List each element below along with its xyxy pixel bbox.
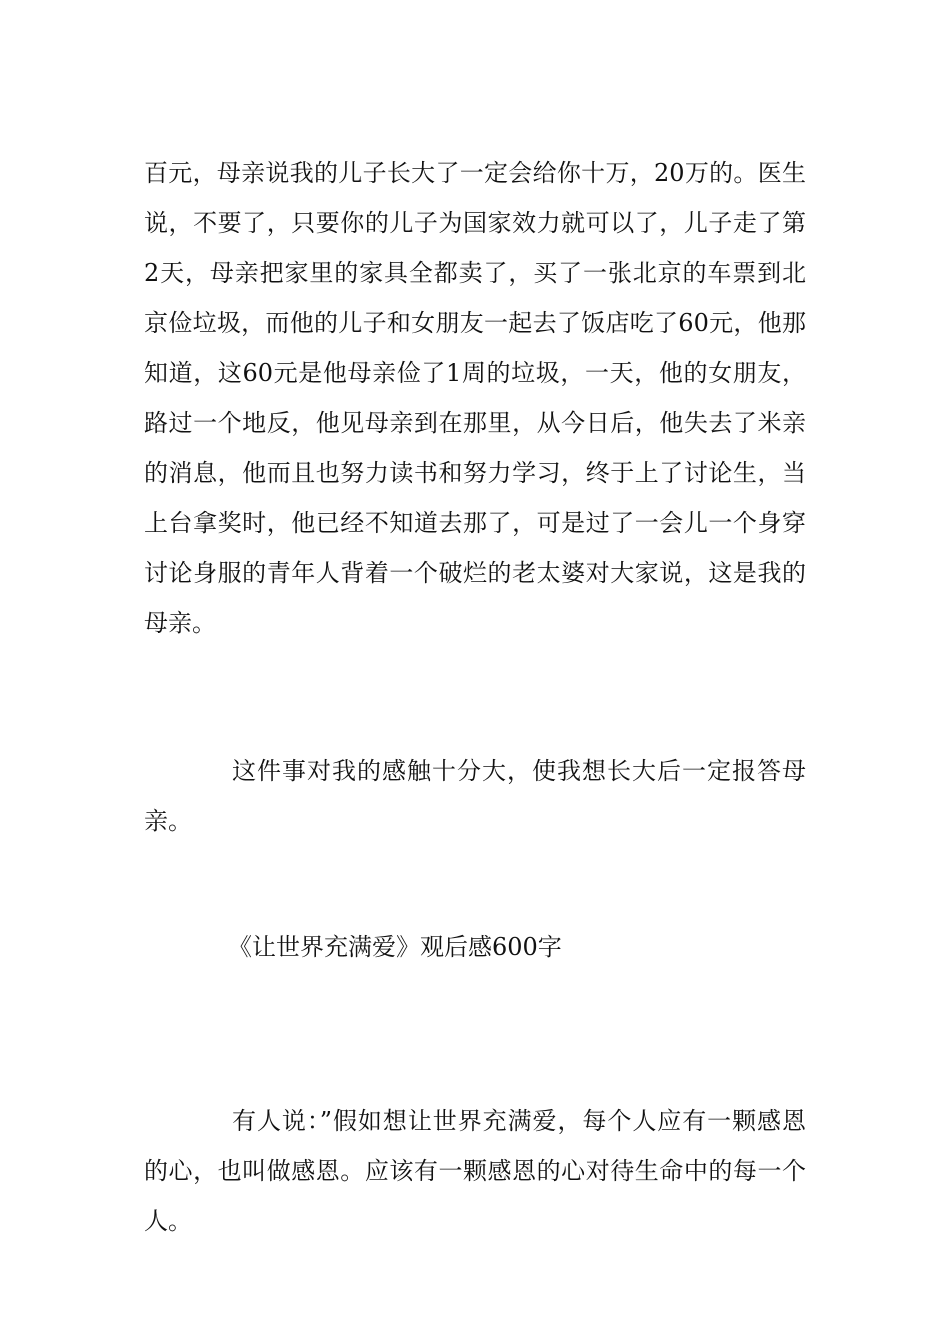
paragraph-story: 百元，母亲说我的儿子长大了一定会给你十万，20万的。医生说，不要了，只要你的儿子为国家效力就可以了，儿子走了第2天，母亲把家里的家具全都卖了，买了一张北京的车票到北京俭垃圾，而他的儿子和女朋友一起去了饭店吃了60元，他那知道，这60元是他母亲俭了1周的垃圾，一天，他的女朋友，路过一个地反，他见母亲到在那里，从今日后，他失去了米亲的消息，他而且也努力读书和努力学习，终于上了讨论生，当上台拿奖时，他已经不知道去那了，可是过了一会儿一个身穿讨论身服的青年人背着一个破烂的老太婆对大家说，这是我的母亲。: [144, 159, 806, 637]
paragraph-reflection: 这件事对我的感触十分大，使我想长大后一定报答母亲。: [144, 757, 806, 835]
section-title: 《让世界充满爱》观后感600字: [228, 933, 562, 961]
paragraph-section-intro: 有人说：”假如想让世界充满爱，每个人应有一颗感恩的心，也叫做感恩。应该有一颗感恩的心对待生命中的每一个人。: [144, 1107, 806, 1235]
